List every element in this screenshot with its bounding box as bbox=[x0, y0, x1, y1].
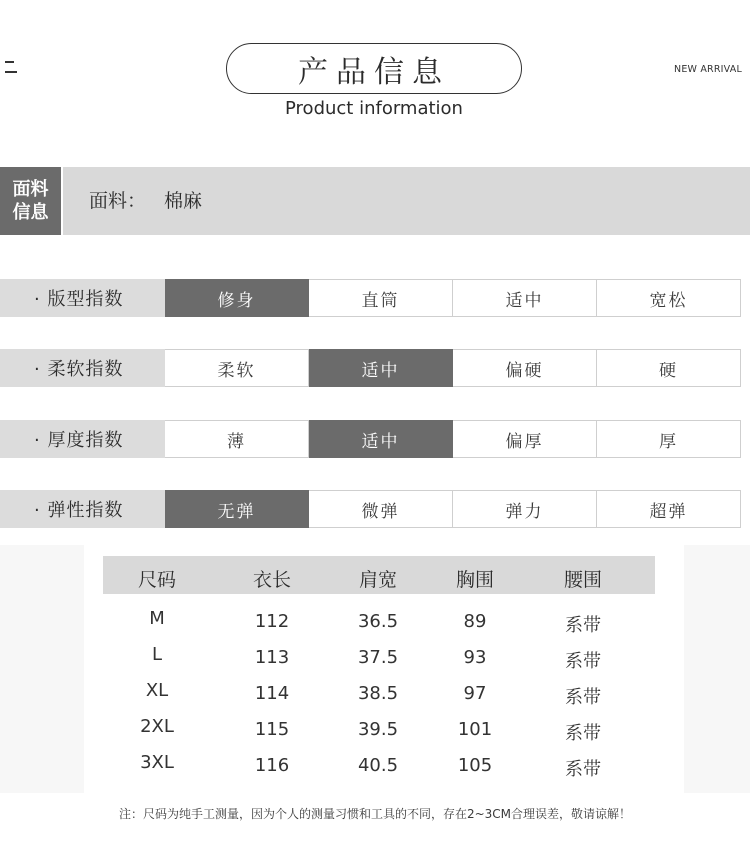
new-arrival-badge: NEW ARRIVAL bbox=[674, 64, 742, 75]
index-label: · 版型指数 bbox=[0, 279, 165, 317]
size-header-cell: 腰围 bbox=[563, 569, 603, 591]
index-option: 厚 bbox=[597, 420, 741, 458]
fabric-label: 面料： bbox=[89, 190, 147, 212]
size-cell: 系带 bbox=[565, 615, 601, 636]
size-cell: 3XL bbox=[140, 752, 174, 773]
index-option: 柔软 bbox=[165, 349, 309, 387]
index-option: 偏硬 bbox=[453, 349, 597, 387]
index-label: · 弹性指数 bbox=[0, 490, 165, 528]
fabric-value: 棉麻 bbox=[164, 190, 203, 212]
index-option: 适中 bbox=[309, 420, 453, 458]
fabric-info-tag bbox=[0, 167, 63, 235]
size-header-cell: 胸围 bbox=[455, 569, 495, 591]
size-cell: 97 bbox=[463, 683, 487, 704]
size-header-cell: 尺码 bbox=[137, 569, 177, 591]
size-cell: 112 bbox=[254, 611, 290, 632]
index-option: 直筒 bbox=[309, 279, 453, 317]
index-label: · 厚度指数 bbox=[0, 420, 165, 458]
size-cell: 39.5 bbox=[357, 719, 399, 740]
size-cell: M bbox=[149, 608, 165, 629]
size-cell: 系带 bbox=[565, 759, 601, 780]
size-cell: 系带 bbox=[565, 723, 601, 744]
size-cell: 89 bbox=[463, 611, 487, 632]
size-cell: 40.5 bbox=[357, 755, 399, 776]
fabric-info-text bbox=[89, 186, 202, 213]
size-cell: 115 bbox=[254, 719, 290, 740]
size-cell: 105 bbox=[457, 755, 493, 776]
index-option: 适中 bbox=[453, 279, 597, 317]
index-option: 偏厚 bbox=[453, 420, 597, 458]
fabric-tag-line2: 信息 bbox=[12, 202, 49, 223]
size-cell: 114 bbox=[254, 683, 290, 704]
size-cell: 37.5 bbox=[357, 647, 399, 668]
fabric-tag-line1: 面料 bbox=[12, 179, 49, 200]
size-cell: XL bbox=[145, 680, 169, 701]
size-cell: 101 bbox=[457, 719, 493, 740]
fit-index-row bbox=[0, 279, 735, 317]
size-cell: 系带 bbox=[565, 651, 601, 672]
size-cell: 36.5 bbox=[357, 611, 399, 632]
index-option: 宽松 bbox=[597, 279, 741, 317]
softness-index-row bbox=[0, 349, 735, 387]
page-title: 产品信息 bbox=[226, 43, 522, 94]
thickness-index-row bbox=[0, 420, 735, 458]
size-cell: L bbox=[151, 644, 163, 665]
page-subtitle: Product information bbox=[285, 98, 463, 119]
size-cell: 2XL bbox=[140, 716, 174, 737]
elasticity-index-row bbox=[0, 490, 735, 528]
size-cell: 38.5 bbox=[357, 683, 399, 704]
menu-mark-icon bbox=[5, 60, 17, 74]
index-option: 微弹 bbox=[309, 490, 453, 528]
index-option: 适中 bbox=[309, 349, 453, 387]
index-option: 修身 bbox=[165, 279, 309, 317]
measurement-note: 注：尺码为纯手工测量，因为个人的测量习惯和工具的不同，存在2~3CM合理误差，敬请谅解！ bbox=[118, 807, 632, 821]
size-cell: 系带 bbox=[565, 687, 601, 708]
size-cell: 116 bbox=[254, 755, 290, 776]
index-option: 硬 bbox=[597, 349, 741, 387]
index-option: 超弹 bbox=[597, 490, 741, 528]
index-label: · 柔软指数 bbox=[0, 349, 165, 387]
size-cell: 93 bbox=[463, 647, 487, 668]
index-option: 薄 bbox=[165, 420, 309, 458]
size-header-cell: 衣长 bbox=[252, 569, 292, 591]
size-cell: 113 bbox=[254, 647, 290, 668]
index-option: 弹力 bbox=[453, 490, 597, 528]
size-header-cell: 肩宽 bbox=[358, 569, 398, 591]
index-option: 无弹 bbox=[165, 490, 309, 528]
